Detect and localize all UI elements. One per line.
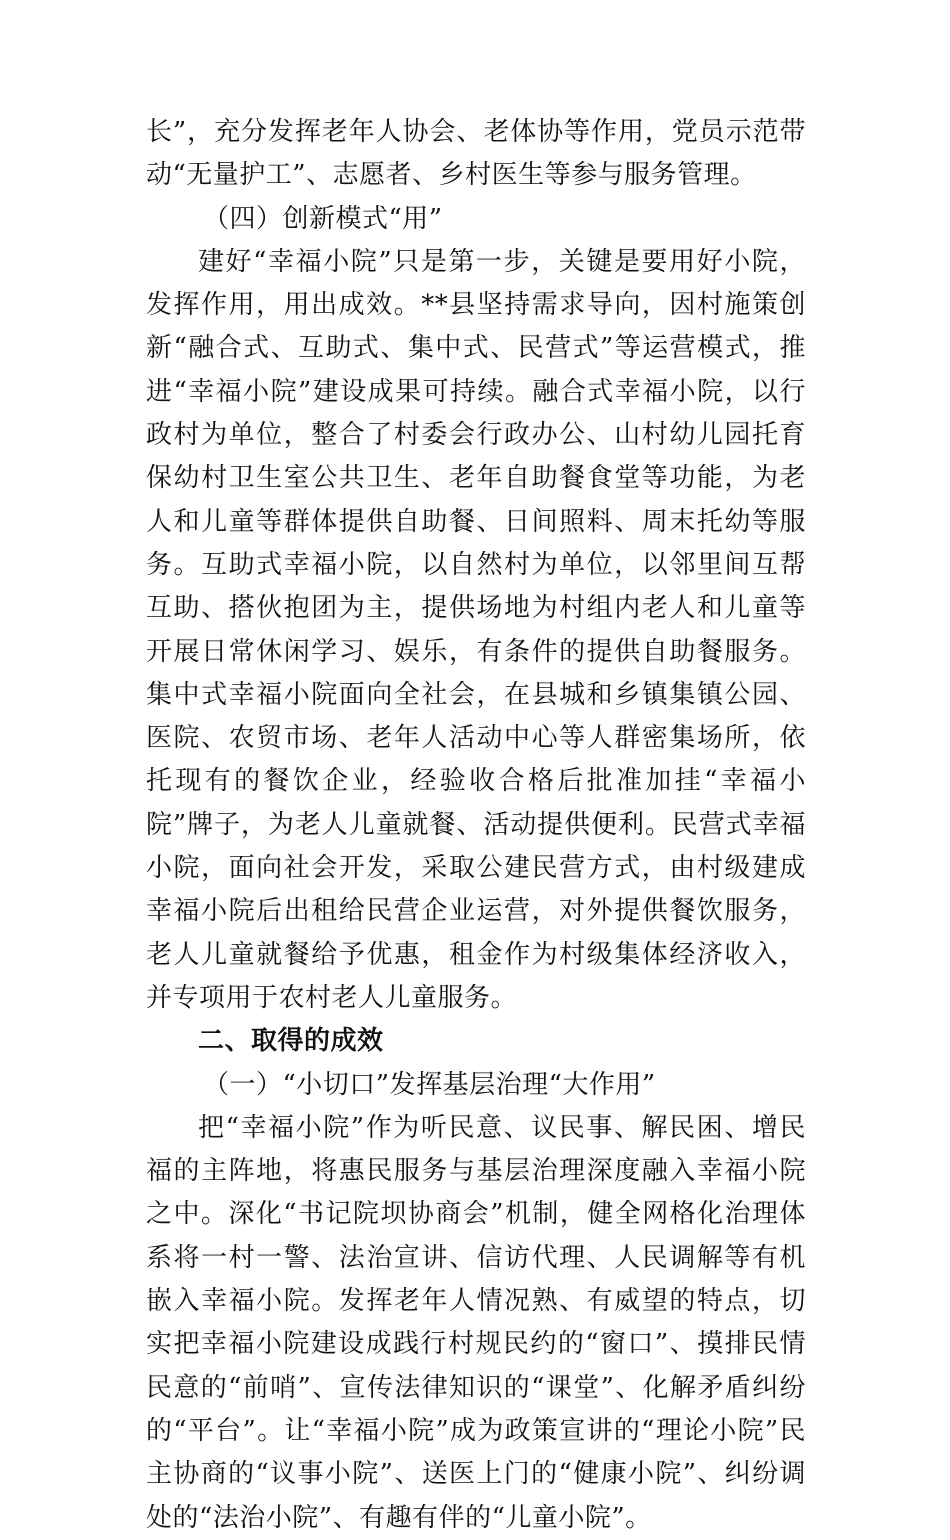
paragraph-grassroots-governance: 把“幸福小院”作为听民意、议民事、解民困、增民福的主阵地，将惠民服务与基层治理深度融入幸福小院之中。深化“书记院坝协商会”机制，健全网格化治理体系将一村一警、法治宣讲、信访代理、人民调解等有机嵌入幸福小院。发挥老年人情况熟、有威望的特点，切实把幸福小院建设成践行村规民约的“窗口”、摸排民情民意的“前哨”、宣传法律知识的“课堂”、化解矛盾纠纷的“平台”。让“幸福小院”成为政策宣讲的“理论小院”民主协商的“议事小院”、送医上门的“健康小院”、纠纷调处的“法治小院”、有趣有伴的“儿童小院”。 — [146, 1112, 806, 1533]
subheading-grassroots-governance: （一）“小切口”发挥基层治理“大作用” — [203, 1069, 656, 1100]
document-body — [146, 111, 806, 1540]
paragraph-operation-modes: 建好“幸福小院”只是第一步，关键是要用好小院，发挥作用，用出成效。**县坚持需求导向，因村施策创新“融合式、互助式、集中式、民营式”等运营模式，推进“幸福小院”建设成果可持续。融合式幸福小院，以行政村为单位，整合了村委会行政办公、山村幼儿园托育保幼村卫生室公共卫生、老年自助餐食堂等功能，为老人和儿童等群体提供自助餐、日间照料、周末托幼等服务。互助式幸福小院，以自然村为单位，以邻里间互帮互助、搭伙抱团为主，提供场地为村组内老人和儿童等开展日常休闲学习、娱乐，有条件的提供自助餐服务。集中式幸福小院面向全社会，在县城和乡镇集镇公园、医院、农贸市场、老年人活动中心等人群密集场所，依托现有的餐饮企业，经验收合格后批准加挂“幸福小院”牌子，为老人儿童就餐、活动提供便利。民营式幸福小院，面向社会开发，采取公建民营方式，由村级建成幸福小院后出租给民营企业运营，对外提供餐饮服务，老人儿童就餐给予优惠，租金作为村级集体经济收入，并专项用于农村老人儿童服务。 — [146, 246, 806, 1013]
subheading-innovation-mode: （四）创新模式“用” — [203, 203, 443, 234]
paragraph-continued: 长”，充分发挥老年人协会、老体协等作用，党员示范带动“无量护工”、志愿者、乡村医生等参与服务管理。 — [146, 117, 806, 191]
section-heading-achievements: 二、取得的成效 — [198, 1026, 384, 1057]
